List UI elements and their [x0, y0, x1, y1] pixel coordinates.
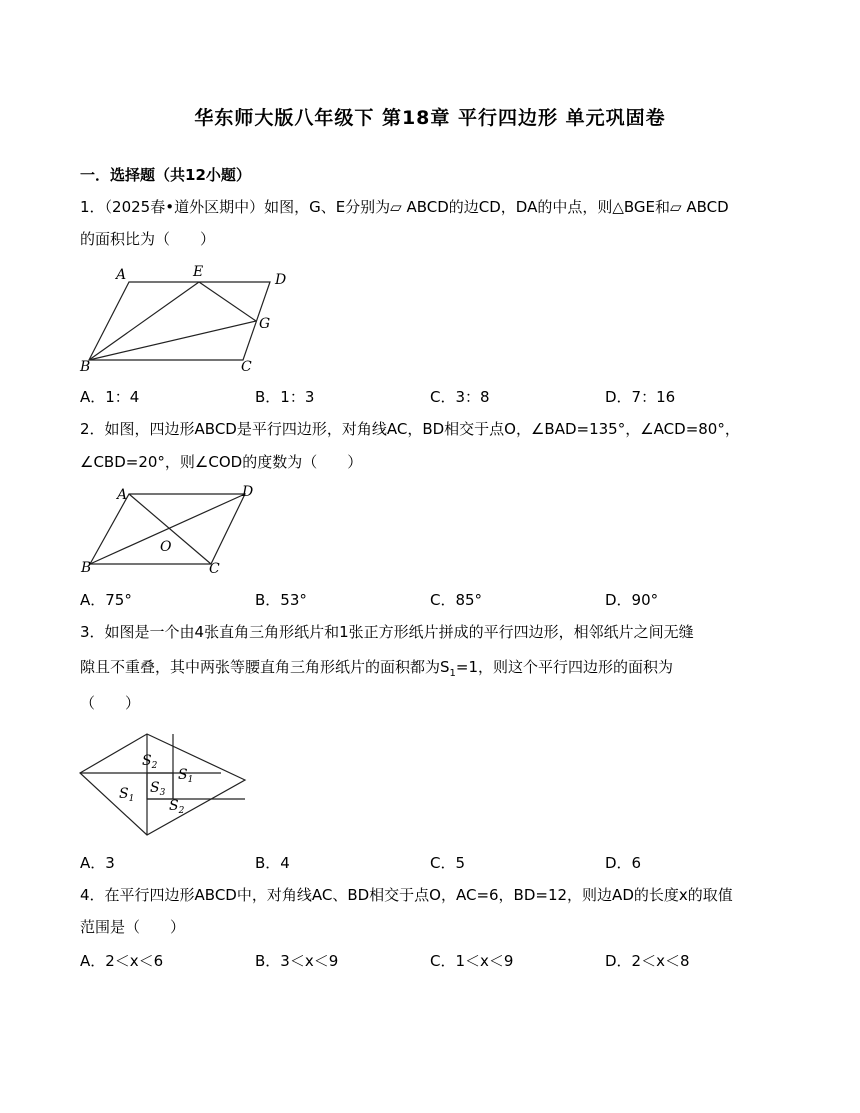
q3-text-line2-sub: 1: [449, 668, 456, 679]
q1-label-g: G: [259, 316, 271, 332]
q1-segment-bg: [89, 321, 256, 360]
q1-label-b: B: [80, 359, 91, 374]
q4-option-a[interactable]: A．2＜x＜6: [80, 952, 164, 970]
q3-text-line2-post: =1，则这个平行四边形的面积为: [455, 658, 674, 676]
q2-option-a[interactable]: A．75°: [80, 591, 132, 609]
q1-label-e: E: [193, 264, 204, 280]
q3-option-c[interactable]: C．5: [430, 854, 466, 872]
q2-text-line1: 2．如图，四边形ABCD是平行四边形，对角线AC，BD相交于点O，∠BAD=135°，∠ACD=80°，: [80, 420, 740, 438]
q3-tiling-figure: [78, 730, 258, 840]
q2-option-b[interactable]: B．53°: [255, 591, 307, 609]
page-title: 华东师大版八年级下 第18章 平行四边形 单元巩固卷: [194, 107, 666, 129]
q2-label-o: O: [160, 539, 172, 555]
q1-label-d: D: [275, 272, 287, 288]
q4-option-d[interactable]: D．2＜x＜8: [605, 952, 690, 970]
q3-text-line3: （ ）: [80, 694, 141, 712]
q1-segment-be: [89, 282, 199, 360]
q3-label-s2-top: $S_2$: [142, 753, 158, 771]
q2-label-c: C: [209, 561, 220, 577]
q3-outer-parallelogram: [80, 734, 245, 835]
q1-label-c: C: [241, 359, 252, 374]
q4-option-c[interactable]: C．1＜x＜9: [430, 952, 514, 970]
q1-parallelogram: [89, 282, 270, 360]
q3-option-a[interactable]: A．3: [80, 854, 115, 872]
q3-text-line1: 3．如图是一个由4张直角三角形纸片和1张正方形纸片拼成的平行四边形，相邻纸片之间无缝: [80, 623, 694, 641]
q4-text-line1: 4．在平行四边形ABCD中，对角线AC、BD相交于点O，AC=6，BD=12，则边AD的长度x的取值: [80, 886, 733, 904]
q4-option-b[interactable]: B．3＜x＜9: [255, 952, 339, 970]
q2-option-c[interactable]: C．85°: [430, 591, 483, 609]
section-heading: 一．选择题（共12小题）: [80, 166, 251, 184]
q2-option-d[interactable]: D．90°: [605, 591, 659, 609]
q2-text-line2: ∠CBD=20°，则∠COD的度数为（ ）: [80, 453, 363, 471]
q3-text-line2-pre: 隙且不重叠，其中两张等腰直角三角形纸片的面积都为S: [80, 658, 450, 676]
q3-label-s2-bottom: $S_2$: [169, 798, 185, 816]
q3-label-s1-right: $S_1$: [178, 767, 194, 785]
q3-label-s1-left: $S_1$: [119, 786, 135, 804]
q4-text-line2: 范围是（ ）: [80, 918, 186, 936]
q2-label-a: A: [117, 487, 128, 503]
q1-text-line1: 1．（2025春•道外区期中）如图，G、E分别为▱ ABCD的边CD，DA的中点，则△BGE和▱ ABCD: [80, 198, 729, 216]
q1-parallelogram-figure: [78, 262, 298, 374]
q1-option-d[interactable]: D．7：16: [605, 388, 676, 406]
q1-segment-eg: [199, 282, 256, 321]
q2-label-b: B: [81, 560, 92, 576]
q2-parallelogram-figure: [78, 482, 268, 578]
q3-text-line2: [80, 656, 673, 685]
q2-label-d: D: [242, 484, 254, 500]
q1-option-c[interactable]: C．3：8: [430, 388, 490, 406]
q3-option-b[interactable]: B．4: [255, 854, 290, 872]
q1-option-a[interactable]: A．1：4: [80, 388, 140, 406]
q1-text-line2: 的面积比为（ ）: [80, 230, 216, 248]
q3-label-s3: $S_3$: [150, 780, 166, 798]
q1-label-a: A: [116, 267, 127, 283]
q3-option-d[interactable]: D．6: [605, 854, 642, 872]
q1-option-b[interactable]: B．1：3: [255, 388, 315, 406]
